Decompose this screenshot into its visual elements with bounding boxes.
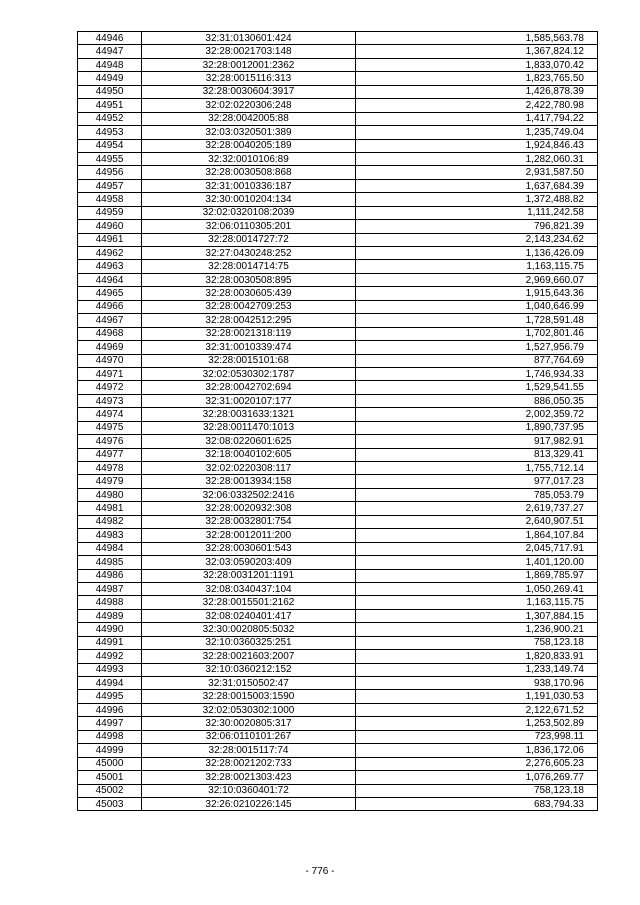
record-number-cell: 44980 — [78, 488, 142, 501]
amount-cell: 813,329.41 — [356, 448, 598, 461]
table-row — [78, 126, 598, 139]
cadastral-number-cell: 32:28:0015116:313 — [142, 72, 356, 85]
table-row — [78, 341, 598, 354]
amount-cell: 1,585,563.78 — [356, 32, 598, 45]
table-row — [78, 542, 598, 555]
cadastral-number-cell: 32:28:0021202:733 — [142, 757, 356, 770]
cadastral-number-cell: 32:31:0010336:187 — [142, 179, 356, 192]
table-row — [78, 663, 598, 676]
amount-cell: 2,122,671.52 — [356, 703, 598, 716]
amount-cell: 723,998.11 — [356, 730, 598, 743]
amount-cell: 1,702,801.46 — [356, 327, 598, 340]
record-number-cell: 44947 — [78, 45, 142, 58]
page-number: - 776 - — [305, 866, 335, 877]
table-row — [78, 636, 598, 649]
amount-cell: 1,915,643.36 — [356, 287, 598, 300]
cadastral-number-cell: 32:28:0031633:1321 — [142, 408, 356, 421]
cadastral-number-cell: 32:28:0042709:253 — [142, 300, 356, 313]
amount-cell: 1,820,833.91 — [356, 650, 598, 663]
record-number-cell: 44969 — [78, 341, 142, 354]
table-row — [78, 515, 598, 528]
cadastral-number-cell: 32:28:0040205:189 — [142, 139, 356, 152]
table-row — [78, 99, 598, 112]
cadastral-number-cell: 32:02:0220308:117 — [142, 462, 356, 475]
record-number-cell: 44987 — [78, 582, 142, 595]
cadastral-number-cell: 32:28:0042702:694 — [142, 381, 356, 394]
amount-cell: 1,529,541.55 — [356, 381, 598, 394]
amount-cell: 2,045,717.91 — [356, 542, 598, 555]
table-row — [78, 475, 598, 488]
amount-cell: 938,170.96 — [356, 677, 598, 690]
amount-cell: 2,619,737.27 — [356, 502, 598, 515]
table-row — [78, 85, 598, 98]
record-number-cell: 44971 — [78, 367, 142, 380]
amount-cell: 1,282,060.31 — [356, 152, 598, 165]
table-row — [78, 394, 598, 407]
cadastral-number-cell: 32:30:0020805:317 — [142, 717, 356, 730]
record-number-cell: 44992 — [78, 650, 142, 663]
cadastral-number-cell: 32:28:0015003:1590 — [142, 690, 356, 703]
table-row — [78, 717, 598, 730]
cadastral-number-cell: 32:31:0150502:47 — [142, 677, 356, 690]
cadastral-number-cell: 32:02:0530302:1000 — [142, 703, 356, 716]
record-number-cell: 44996 — [78, 703, 142, 716]
record-number-cell: 44962 — [78, 247, 142, 260]
record-number-cell: 45000 — [78, 757, 142, 770]
amount-cell: 1,307,884.15 — [356, 609, 598, 622]
table-row — [78, 152, 598, 165]
cadastral-number-cell: 32:28:0030508:895 — [142, 273, 356, 286]
record-number-cell: 44990 — [78, 623, 142, 636]
amount-cell: 1,527,956.79 — [356, 341, 598, 354]
table-row — [78, 206, 598, 219]
cadastral-number-cell: 32:28:0032801:754 — [142, 515, 356, 528]
record-number-cell: 44949 — [78, 72, 142, 85]
table-row — [78, 757, 598, 770]
cadastral-number-cell: 32:31:0130601:424 — [142, 32, 356, 45]
cadastral-number-cell: 32:28:0021318:119 — [142, 327, 356, 340]
cadastral-number-cell: 32:28:0020932:308 — [142, 502, 356, 515]
cadastral-number-cell: 32:28:0014714:75 — [142, 260, 356, 273]
cadastral-number-cell: 32:28:0014727:72 — [142, 233, 356, 246]
cadastral-number-cell: 32:06:0110305:201 — [142, 220, 356, 233]
record-number-cell: 44991 — [78, 636, 142, 649]
amount-cell: 1,076,269.77 — [356, 771, 598, 784]
cadastral-number-cell: 32:28:0015501:2162 — [142, 596, 356, 609]
table-row — [78, 730, 598, 743]
cadastral-number-cell: 32:30:0010204:134 — [142, 193, 356, 206]
record-number-cell: 44982 — [78, 515, 142, 528]
table-row — [78, 421, 598, 434]
cadastral-number-cell: 32:31:0010339:474 — [142, 341, 356, 354]
record-number-cell: 44968 — [78, 327, 142, 340]
table-row — [78, 287, 598, 300]
cadastral-number-cell: 32:28:0042512:295 — [142, 314, 356, 327]
record-number-cell: 44976 — [78, 435, 142, 448]
record-number-cell: 44979 — [78, 475, 142, 488]
cadastral-number-cell: 32:10:0360325:251 — [142, 636, 356, 649]
record-number-cell: 44960 — [78, 220, 142, 233]
amount-cell: 758,123.18 — [356, 784, 598, 797]
cadastral-number-cell: 32:28:0013934:158 — [142, 475, 356, 488]
amount-cell: 977,017.23 — [356, 475, 598, 488]
table-row — [78, 703, 598, 716]
amount-cell: 1,235,749.04 — [356, 126, 598, 139]
record-number-cell: 44955 — [78, 152, 142, 165]
record-number-cell: 44972 — [78, 381, 142, 394]
amount-cell: 1,136,426.09 — [356, 247, 598, 260]
record-number-cell: 44978 — [78, 462, 142, 475]
amount-cell: 2,969,660.07 — [356, 273, 598, 286]
table-row — [78, 690, 598, 703]
amount-cell: 1,191,030.53 — [356, 690, 598, 703]
cadastral-number-cell: 32:28:0021703:148 — [142, 45, 356, 58]
registry-table — [77, 31, 598, 811]
cadastral-number-cell: 32:28:0030605:439 — [142, 287, 356, 300]
cadastral-number-cell: 32:18:0040102:605 — [142, 448, 356, 461]
record-number-cell: 44986 — [78, 569, 142, 582]
record-number-cell: 44970 — [78, 354, 142, 367]
amount-cell: 2,640,907.51 — [356, 515, 598, 528]
cadastral-number-cell: 32:28:0012011:200 — [142, 529, 356, 542]
record-number-cell: 44954 — [78, 139, 142, 152]
table-row — [78, 72, 598, 85]
record-number-cell: 44950 — [78, 85, 142, 98]
amount-cell: 1,746,934.33 — [356, 367, 598, 380]
record-number-cell: 44967 — [78, 314, 142, 327]
cadastral-number-cell: 32:28:0030604:3917 — [142, 85, 356, 98]
table-row — [78, 623, 598, 636]
amount-cell: 1,426,878.39 — [356, 85, 598, 98]
table-row — [78, 582, 598, 595]
cadastral-number-cell: 32:28:0011470:1013 — [142, 421, 356, 434]
cadastral-number-cell: 32:26:0210226:145 — [142, 797, 356, 810]
cadastral-number-cell: 32:10:0360212:152 — [142, 663, 356, 676]
table-row — [78, 45, 598, 58]
cadastral-number-cell: 32:28:0012001:2362 — [142, 58, 356, 71]
table-row — [78, 220, 598, 233]
record-number-cell: 44964 — [78, 273, 142, 286]
record-number-cell: 44953 — [78, 126, 142, 139]
table-row — [78, 233, 598, 246]
table-row — [78, 488, 598, 501]
cadastral-number-cell: 32:31:0020107:177 — [142, 394, 356, 407]
cadastral-number-cell: 32:02:0320108:2039 — [142, 206, 356, 219]
record-number-cell: 44959 — [78, 206, 142, 219]
amount-cell: 1,050,269.41 — [356, 582, 598, 595]
cadastral-number-cell: 32:28:0015117:74 — [142, 744, 356, 757]
cadastral-number-cell: 32:28:0015101:68 — [142, 354, 356, 367]
record-number-cell: 44995 — [78, 690, 142, 703]
record-number-cell: 44965 — [78, 287, 142, 300]
record-number-cell: 44984 — [78, 542, 142, 555]
amount-cell: 758,123.18 — [356, 636, 598, 649]
record-number-cell: 44981 — [78, 502, 142, 515]
amount-cell: 2,002,359.72 — [356, 408, 598, 421]
table-row — [78, 771, 598, 784]
amount-cell: 1,823,765.50 — [356, 72, 598, 85]
cadastral-number-cell: 32:30:0020805:5032 — [142, 623, 356, 636]
table-row — [78, 300, 598, 313]
amount-cell: 1,833,070.42 — [356, 58, 598, 71]
table-row — [78, 179, 598, 192]
record-number-cell: 44983 — [78, 529, 142, 542]
table-row — [78, 58, 598, 71]
amount-cell: 1,253,502.89 — [356, 717, 598, 730]
amount-cell: 917,982.91 — [356, 435, 598, 448]
table-row — [78, 596, 598, 609]
cadastral-number-cell: 32:27:0430248:252 — [142, 247, 356, 260]
record-number-cell: 44974 — [78, 408, 142, 421]
table-row — [78, 166, 598, 179]
cadastral-number-cell: 32:02:0220306:248 — [142, 99, 356, 112]
cadastral-number-cell: 32:28:0021603:2007 — [142, 650, 356, 663]
table-row — [78, 367, 598, 380]
table-row — [78, 569, 598, 582]
cadastral-number-cell: 32:28:0030601:543 — [142, 542, 356, 555]
cadastral-number-cell: 32:28:0021303:423 — [142, 771, 356, 784]
cadastral-number-cell: 32:28:0030508:868 — [142, 166, 356, 179]
table-row — [78, 314, 598, 327]
record-number-cell: 44961 — [78, 233, 142, 246]
cadastral-number-cell: 32:03:0320501:389 — [142, 126, 356, 139]
amount-cell: 1,233,149.74 — [356, 663, 598, 676]
amount-cell: 1,637,684.39 — [356, 179, 598, 192]
record-number-cell: 44946 — [78, 32, 142, 45]
amount-cell: 1,869,785.97 — [356, 569, 598, 582]
table-row — [78, 435, 598, 448]
record-number-cell: 44948 — [78, 58, 142, 71]
table-row — [78, 448, 598, 461]
cadastral-number-cell: 32:08:0240401:417 — [142, 609, 356, 622]
record-number-cell: 44963 — [78, 260, 142, 273]
amount-cell: 2,276,605.23 — [356, 757, 598, 770]
cadastral-number-cell: 32:06:0332502:2416 — [142, 488, 356, 501]
table-row — [78, 609, 598, 622]
amount-cell: 1,236,900.21 — [356, 623, 598, 636]
record-number-cell: 44966 — [78, 300, 142, 313]
record-number-cell: 44977 — [78, 448, 142, 461]
table-row — [78, 247, 598, 260]
cadastral-number-cell: 32:03:0590203:409 — [142, 556, 356, 569]
record-number-cell: 44998 — [78, 730, 142, 743]
record-number-cell: 45003 — [78, 797, 142, 810]
amount-cell: 683,794.33 — [356, 797, 598, 810]
amount-cell: 1,864,107.84 — [356, 529, 598, 542]
amount-cell: 1,728,591.48 — [356, 314, 598, 327]
amount-cell: 2,143,234.62 — [356, 233, 598, 246]
cadastral-number-cell: 32:02:0530302:1787 — [142, 367, 356, 380]
record-number-cell: 44958 — [78, 193, 142, 206]
table-row — [78, 354, 598, 367]
table-row — [78, 273, 598, 286]
table-row — [78, 327, 598, 340]
cadastral-number-cell: 32:08:0220601:625 — [142, 435, 356, 448]
table-row — [78, 193, 598, 206]
amount-cell: 886,050.35 — [356, 394, 598, 407]
amount-cell: 2,422,780.98 — [356, 99, 598, 112]
record-number-cell: 44951 — [78, 99, 142, 112]
amount-cell: 1,163,115.75 — [356, 596, 598, 609]
record-number-cell: 45002 — [78, 784, 142, 797]
cadastral-number-cell: 32:28:0031201:1191 — [142, 569, 356, 582]
amount-cell: 1,755,712.14 — [356, 462, 598, 475]
amount-cell: 785,053.79 — [356, 488, 598, 501]
table-row — [78, 797, 598, 810]
amount-cell: 1,924,846.43 — [356, 139, 598, 152]
table-row — [78, 260, 598, 273]
record-number-cell: 44988 — [78, 596, 142, 609]
record-number-cell: 44985 — [78, 556, 142, 569]
table-row — [78, 502, 598, 515]
record-number-cell: 44973 — [78, 394, 142, 407]
record-number-cell: 44956 — [78, 166, 142, 179]
table-row — [78, 529, 598, 542]
amount-cell: 1,367,824.12 — [356, 45, 598, 58]
record-number-cell: 44997 — [78, 717, 142, 730]
amount-cell: 796,821.39 — [356, 220, 598, 233]
table-row — [78, 32, 598, 45]
amount-cell: 2,931,587.50 — [356, 166, 598, 179]
cadastral-number-cell: 32:10:0360401:72 — [142, 784, 356, 797]
cadastral-number-cell: 32:32:0010106:89 — [142, 152, 356, 165]
amount-cell: 1,401,120.00 — [356, 556, 598, 569]
amount-cell: 1,836,172.06 — [356, 744, 598, 757]
record-number-cell: 45001 — [78, 771, 142, 784]
record-number-cell: 44952 — [78, 112, 142, 125]
amount-cell: 1,111,242.58 — [356, 206, 598, 219]
cadastral-number-cell: 32:08:0340437:104 — [142, 582, 356, 595]
table-row — [78, 112, 598, 125]
amount-cell: 1,163,115.75 — [356, 260, 598, 273]
record-number-cell: 44994 — [78, 677, 142, 690]
registry-table-body — [78, 32, 598, 811]
amount-cell: 1,372,488.82 — [356, 193, 598, 206]
record-number-cell: 44989 — [78, 609, 142, 622]
cadastral-number-cell: 32:06:0110101:267 — [142, 730, 356, 743]
table-row — [78, 408, 598, 421]
table-row — [78, 556, 598, 569]
record-number-cell: 44999 — [78, 744, 142, 757]
record-number-cell: 44975 — [78, 421, 142, 434]
record-number-cell: 44957 — [78, 179, 142, 192]
table-row — [78, 677, 598, 690]
table-row — [78, 381, 598, 394]
cadastral-number-cell: 32:28:0042005:88 — [142, 112, 356, 125]
table-row — [78, 744, 598, 757]
record-number-cell: 44993 — [78, 663, 142, 676]
amount-cell: 1,890,737.95 — [356, 421, 598, 434]
amount-cell: 1,417,794.22 — [356, 112, 598, 125]
table-row — [78, 784, 598, 797]
table-row — [78, 650, 598, 663]
table-row — [78, 139, 598, 152]
table-row — [78, 462, 598, 475]
amount-cell: 877,764.69 — [356, 354, 598, 367]
amount-cell: 1,040,646.99 — [356, 300, 598, 313]
